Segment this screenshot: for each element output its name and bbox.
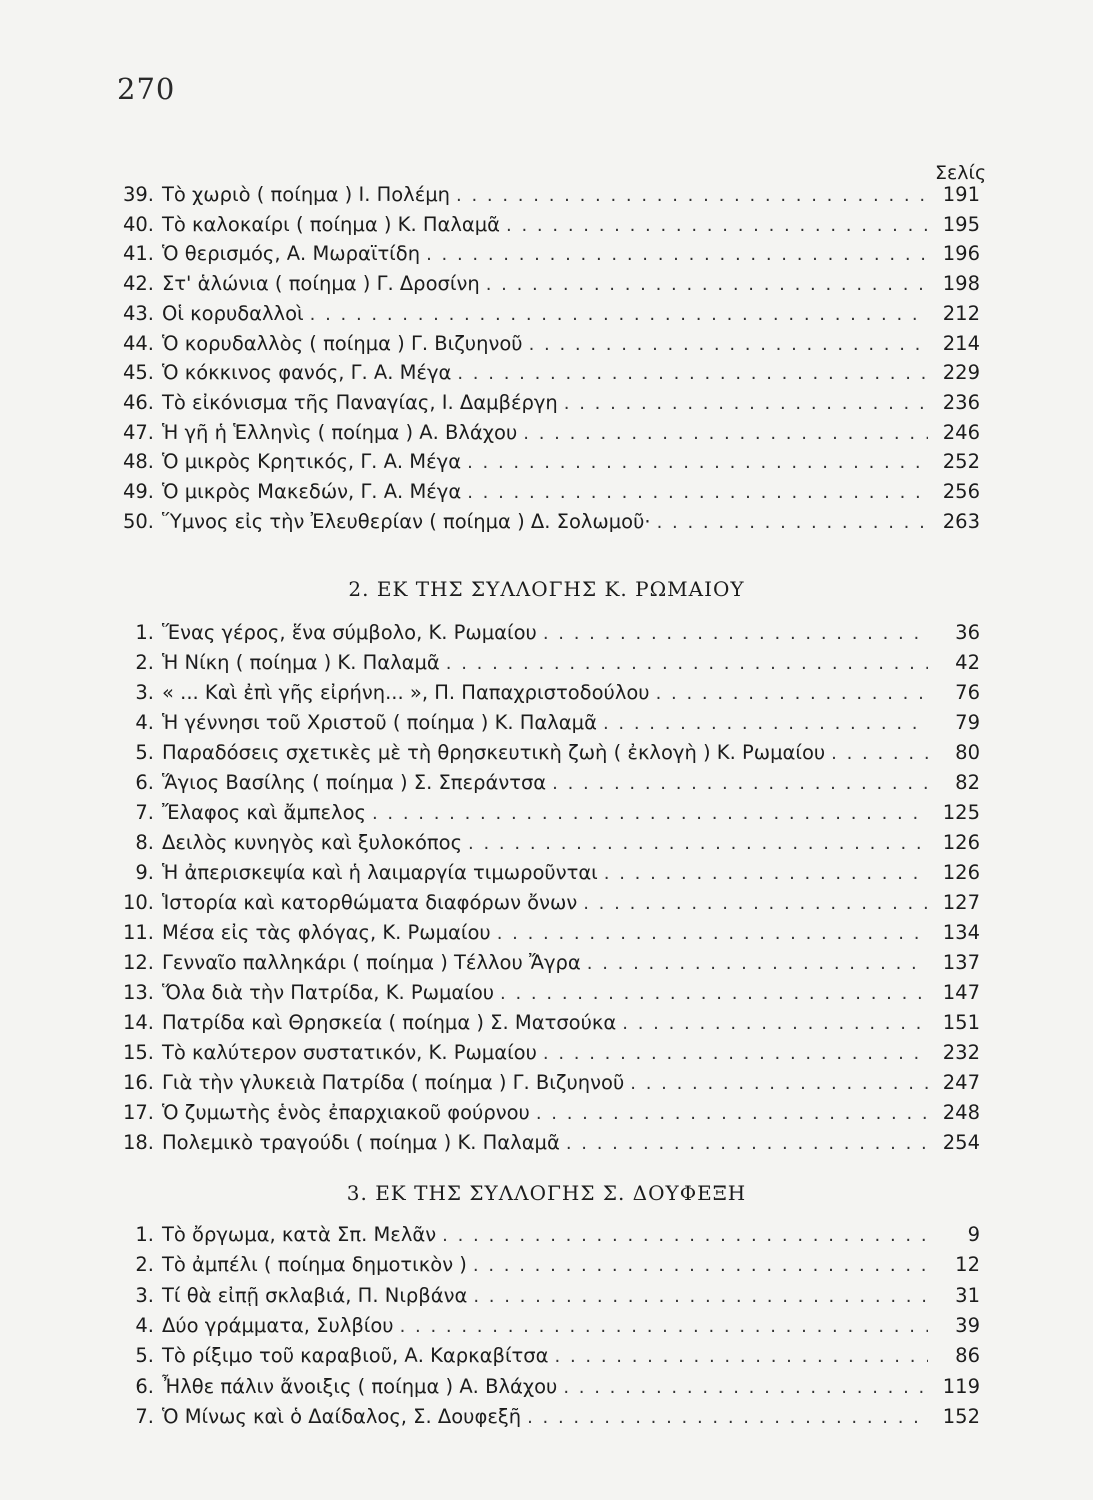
toc-entry-number: 13.: [122, 981, 154, 1004]
toc-entry-number: 8.: [135, 831, 154, 854]
toc-entry: [108, 1100, 980, 1126]
dot-leader: [506, 213, 928, 239]
dot-leader: [446, 651, 928, 677]
toc-entry-page: 229: [942, 361, 980, 385]
page-number: 270: [117, 72, 176, 106]
toc-entry: [108, 920, 980, 946]
toc-entry-page: 256: [942, 480, 980, 503]
toc-entry-number: 50.: [122, 509, 154, 533]
dot-leader: [587, 951, 928, 977]
toc-entry-page: 42: [955, 651, 980, 674]
toc-entry-number: 16.: [122, 1071, 154, 1094]
toc-entry-number: 41.: [122, 242, 154, 266]
toc-entry-title: Ἱστορία καὶ κατορθώματα διαφόρων ὄνων: [162, 891, 578, 914]
dot-leader: [467, 480, 928, 506]
toc-entry-number: 48.: [122, 450, 154, 474]
toc-entry: [108, 182, 980, 208]
dot-leader: [657, 510, 928, 536]
toc-entry-title: Ἡ γέννησι τοῦ Χριστοῦ ( ποίημα ) Κ. Παλαμᾶ: [162, 711, 597, 734]
toc-entry-title: Ἦλθε πάλιν ἄνοιξις ( ποίημα ) Α. Βλάχου: [162, 1374, 558, 1398]
toc-entry: [108, 1283, 980, 1309]
toc-entry-title: Ὁ μικρὸς Κρητικός, Γ. Α. Μέγα: [162, 450, 462, 474]
toc-entry-number: 6.: [135, 1374, 154, 1398]
toc-entry-page: 12: [955, 1253, 980, 1277]
toc-entry: [108, 860, 980, 886]
dot-leader: [456, 183, 928, 209]
toc-entry: [108, 1070, 980, 1096]
toc-entry-page: 196: [942, 242, 980, 266]
toc-entry-number: 9.: [135, 861, 154, 884]
toc-entry-title: Ὁ κόκκινος φανός, Γ. Α. Μέγα: [162, 361, 452, 385]
toc-entry: [108, 830, 980, 856]
dot-leader: [468, 831, 928, 857]
toc-entry-page: 39: [955, 1313, 980, 1337]
toc-entry-page: 152: [942, 1404, 980, 1428]
toc-entry: [108, 1404, 980, 1430]
dot-leader: [552, 771, 928, 797]
toc-entry: [108, 1040, 980, 1066]
dot-leader: [583, 891, 928, 917]
toc-entry: [108, 271, 980, 297]
toc-entry-number: 14.: [122, 1011, 154, 1034]
toc-entry-page: 36: [955, 621, 980, 644]
dot-leader: [473, 1284, 928, 1310]
toc-entry-number: 43.: [122, 301, 154, 325]
toc-entry: [108, 479, 980, 505]
dot-leader: [457, 361, 928, 387]
toc-entry: [108, 331, 980, 357]
toc-entry-page: 127: [942, 891, 980, 914]
dot-leader: [622, 1011, 928, 1037]
toc-entry-title: Τὸ καλοκαίρι ( ποίημα ) Κ. Παλαμᾶ: [162, 212, 501, 236]
toc-entry: [108, 980, 980, 1006]
toc-entry-page: 126: [942, 861, 980, 884]
toc-entry-title: Ὁ ζυμωτὴς ἑνὸς ἐπαρχιακοῦ φούρνου: [162, 1101, 530, 1124]
toc-entry-title: Ἡ ἀπερισκεψία καὶ ἡ λαιμαργία τιμωροῦνται: [162, 861, 598, 884]
toc-entry-title: Τὸ ρίξιμο τοῦ καραβιοῦ, Α. Καρκαβίτσα: [162, 1344, 549, 1368]
toc-entry-page: 82: [955, 771, 980, 794]
toc-entry: [108, 1374, 980, 1400]
toc-entry-number: 3.: [135, 1283, 154, 1307]
toc-entry: [108, 509, 980, 535]
toc-entry-title: Ἡ Νίκη ( ποίημα ) Κ. Παλαμᾶ: [162, 651, 440, 674]
dot-leader: [603, 711, 928, 737]
toc-entry-page: 236: [942, 390, 980, 414]
toc-entry: [108, 301, 980, 327]
toc-entry-number: 11.: [122, 921, 154, 944]
toc-entry-title: Δύο γράμματα, Συλβίου: [162, 1313, 394, 1337]
toc-entry-page: 214: [942, 331, 980, 355]
toc-entry-title: Ἕνας γέρος, ἕνα σύμβολο, Κ. Ρωμαίου: [162, 621, 537, 644]
toc-entry-page: 195: [942, 212, 980, 236]
toc-entry: [108, 650, 980, 676]
toc-entry-page: 254: [942, 1131, 980, 1154]
toc-entry-title: Πολεμικὸ τραγούδι ( ποίημα ) Κ. Παλαμᾶ: [162, 1131, 560, 1154]
dot-leader: [486, 272, 928, 298]
toc-entry-number: 10.: [122, 891, 154, 914]
toc-entry-page: 86: [955, 1344, 980, 1368]
toc-entry-number: 4.: [135, 1313, 154, 1337]
toc-entry-title: Τὸ καλύτερον συστατικόν, Κ. Ρωμαίου: [162, 1041, 537, 1064]
toc-entry-title: Ὁ μικρὸς Μακεδών, Γ. Α. Μέγα: [162, 480, 462, 503]
toc-entry: [108, 800, 980, 826]
toc-entry: [108, 770, 980, 796]
toc-entry: [108, 449, 980, 475]
toc-entry: [108, 740, 980, 766]
toc-entry-page: 119: [942, 1374, 980, 1398]
dot-leader: [604, 861, 928, 887]
section-heading-doufexi: 3. ΕΚ ΤΗΣ ΣΥΛΛΟΓΗΣ Σ. ΔΟΥΦΕΞΗ: [346, 1181, 747, 1205]
toc-entry-title: Πατρίδα καὶ Θρησκεία ( ποίημα ) Σ. Ματσούκα: [162, 1011, 617, 1034]
toc-entry-title: Ὁ θερισμός, Α. Μωραϊτίδη: [162, 242, 421, 266]
toc-entry: [108, 1252, 980, 1278]
toc-entry-number: 4.: [135, 711, 154, 734]
section-heading-romaiou: 2. ΕΚ ΤΗΣ ΣΥΛΛΟΓΗΣ Κ. ΡΩΜΑΙΟΥ: [348, 577, 745, 601]
toc-entry-page: 76: [955, 681, 980, 704]
toc-entry: [108, 1222, 980, 1248]
toc-entry-number: 2.: [135, 1253, 154, 1277]
toc-entry: [108, 1343, 980, 1369]
toc-entry-title: Οἱ κορυδαλλοὶ: [162, 301, 304, 325]
toc-entry-number: 40.: [122, 212, 154, 236]
dot-leader: [473, 1253, 928, 1279]
toc-entry-number: 44.: [122, 331, 154, 355]
toc-entry-number: 1.: [135, 621, 154, 644]
toc-entry: [108, 390, 980, 416]
toc-entry-number: 12.: [122, 951, 154, 974]
toc-entry-number: 5.: [135, 741, 154, 764]
dot-leader: [555, 1344, 928, 1370]
dot-leader: [543, 1041, 928, 1067]
toc-entry-page: 247: [942, 1071, 980, 1094]
toc-entry-number: 46.: [122, 390, 154, 414]
dot-leader: [372, 801, 928, 827]
toc-entry-number: 7.: [135, 1404, 154, 1428]
toc-entry: [108, 890, 980, 916]
dot-leader: [566, 1131, 928, 1157]
toc-entry-page: 191: [942, 183, 980, 206]
dot-leader: [400, 1314, 928, 1340]
toc-entry-page: 232: [942, 1041, 980, 1064]
toc-entry-page: 31: [955, 1283, 980, 1307]
toc-entry-title: Ὁ Μίνως καὶ ὁ Δαίδαλος, Σ. Δουφεξῆ: [162, 1404, 522, 1428]
page-column-header: Σελίς: [935, 162, 987, 184]
toc-entry-title: Τὸ εἰκόνισμα τῆς Παναγίας, Ι. Δαμβέργη: [162, 390, 558, 414]
toc-entry-number: 15.: [122, 1041, 154, 1064]
toc-entry-page: 125: [942, 801, 980, 824]
toc-entry-title: Στ' ἁλώνια ( ποίημα ) Γ. Δροσίνη: [162, 272, 480, 296]
toc-entry-number: 49.: [122, 480, 154, 503]
toc-entry-title: Ἔλαφος καὶ ἄμπελος: [162, 801, 366, 824]
dot-leader: [426, 242, 928, 268]
toc-entry-title: Τὸ ἀμπέλι ( ποίημα δημοτικὸν ): [162, 1253, 467, 1277]
toc-entry-page: 246: [942, 420, 980, 444]
toc-entry-number: 18.: [122, 1131, 154, 1154]
toc-entry-title: Γενναῖο παλληκάρι ( ποίημα ) Τέλλου Ἄγρα: [162, 951, 581, 974]
toc-entry-number: 6.: [135, 771, 154, 794]
toc-entry-page: 252: [942, 450, 980, 474]
toc-entry-page: 79: [955, 711, 980, 734]
toc-entry-page: 212: [942, 301, 980, 325]
toc-entry-title: Ὕμνος εἰς τὴν Ἐλευθερίαν ( ποίημα ) Δ. Σολωμοῦ·: [162, 509, 651, 533]
dot-leader: [497, 921, 928, 947]
toc-entry-number: 45.: [122, 361, 154, 385]
toc-entry-number: 5.: [135, 1344, 154, 1368]
toc-entry-number: 7.: [135, 801, 154, 824]
toc-entry-number: 42.: [122, 272, 154, 296]
toc-entry: [108, 1010, 980, 1036]
dot-leader: [442, 1223, 928, 1249]
dot-leader: [310, 302, 928, 328]
toc-entry-page: 134: [942, 921, 980, 944]
toc-entry-page: 248: [942, 1101, 980, 1124]
dot-leader: [656, 681, 928, 707]
toc-entry-title: Μέσα εἰς τὰς φλόγας, Κ. Ρωμαίου: [162, 921, 491, 944]
dot-leader: [500, 981, 928, 1007]
toc-entry-page: 80: [955, 741, 980, 764]
toc-entry-title: Ὅλα διὰ τὴν Πατρίδα, Κ. Ρωμαίου: [162, 981, 495, 1004]
toc-entry-page: 198: [942, 272, 980, 296]
toc-entry-number: 17.: [122, 1101, 154, 1124]
dot-leader: [529, 332, 928, 358]
toc-entry-page: 9: [967, 1223, 980, 1246]
toc-entry-title: Τί θὰ εἰπῇ σκλαβιά, Π. Νιρβάνα: [162, 1283, 468, 1307]
toc-entry: [108, 680, 980, 706]
toc-entry-page: 151: [942, 1011, 980, 1034]
toc-entry-title: Ἡ γῆ ἡ Ἑλληνὶς ( ποίημα ) Α. Βλάχου: [162, 420, 518, 444]
toc-entry-page: 263: [942, 509, 980, 533]
toc-entry-title: Ὁ κορυδαλλὸς ( ποίημα ) Γ. Βιζυηνοῦ: [162, 331, 523, 355]
toc-entry: [108, 212, 980, 238]
toc-entry-page: 126: [942, 831, 980, 854]
toc-entry-page: 147: [942, 981, 980, 1004]
toc-entry-title: Δειλὸς κυνηγὸς καὶ ξυλοκόπος: [162, 831, 463, 854]
toc-entry-title: Τὸ χωριὸ ( ποίημα ) Ι. Πολέμη: [162, 183, 451, 206]
toc-entry: [108, 360, 980, 386]
dot-leader: [630, 1071, 928, 1097]
dot-leader: [563, 1375, 928, 1401]
toc-entry-number: 1.: [135, 1223, 154, 1246]
toc-entry-number: 2.: [135, 651, 154, 674]
dot-leader: [543, 621, 928, 647]
toc-entry-page: 137: [942, 951, 980, 974]
toc-entry: [108, 241, 980, 267]
dot-leader: [467, 450, 928, 476]
toc-entry-number: 47.: [122, 420, 154, 444]
toc-entry-title: Ἅγιος Βασίλης ( ποίημα ) Σ. Σπεράντσα: [162, 771, 547, 794]
toc-entry: [108, 420, 980, 446]
toc-entry: [108, 620, 980, 646]
toc-entry-title: « ... Καὶ ἐπὶ γῆς εἰρήνη... », Π. Παπαχριστοδούλου: [162, 681, 650, 704]
toc-entry-title: Τὸ ὄργωμα, κατὰ Σπ. Μελᾶν: [162, 1223, 437, 1246]
toc-entry-title: Γιὰ τὴν γλυκειὰ Πατρίδα ( ποίημα ) Γ. Βιζυηνοῦ: [162, 1071, 625, 1094]
toc-entry: [108, 1130, 980, 1156]
toc-entry: [108, 1313, 980, 1339]
toc-entry: [108, 950, 980, 976]
dot-leader: [523, 421, 928, 447]
dot-leader: [564, 391, 928, 417]
toc-entry-number: 3.: [135, 681, 154, 704]
dot-leader: [536, 1101, 928, 1127]
dot-leader: [527, 1405, 928, 1431]
toc-entry: [108, 710, 980, 736]
toc-entry-number: 39.: [122, 183, 154, 206]
toc-entry-title: Παραδόσεις σχετικὲς μὲ τὴ θρησκευτικὴ ζωὴ ( ἐκλογὴ ) Κ. Ρωμαίου: [162, 741, 826, 764]
dot-leader: [831, 741, 928, 767]
